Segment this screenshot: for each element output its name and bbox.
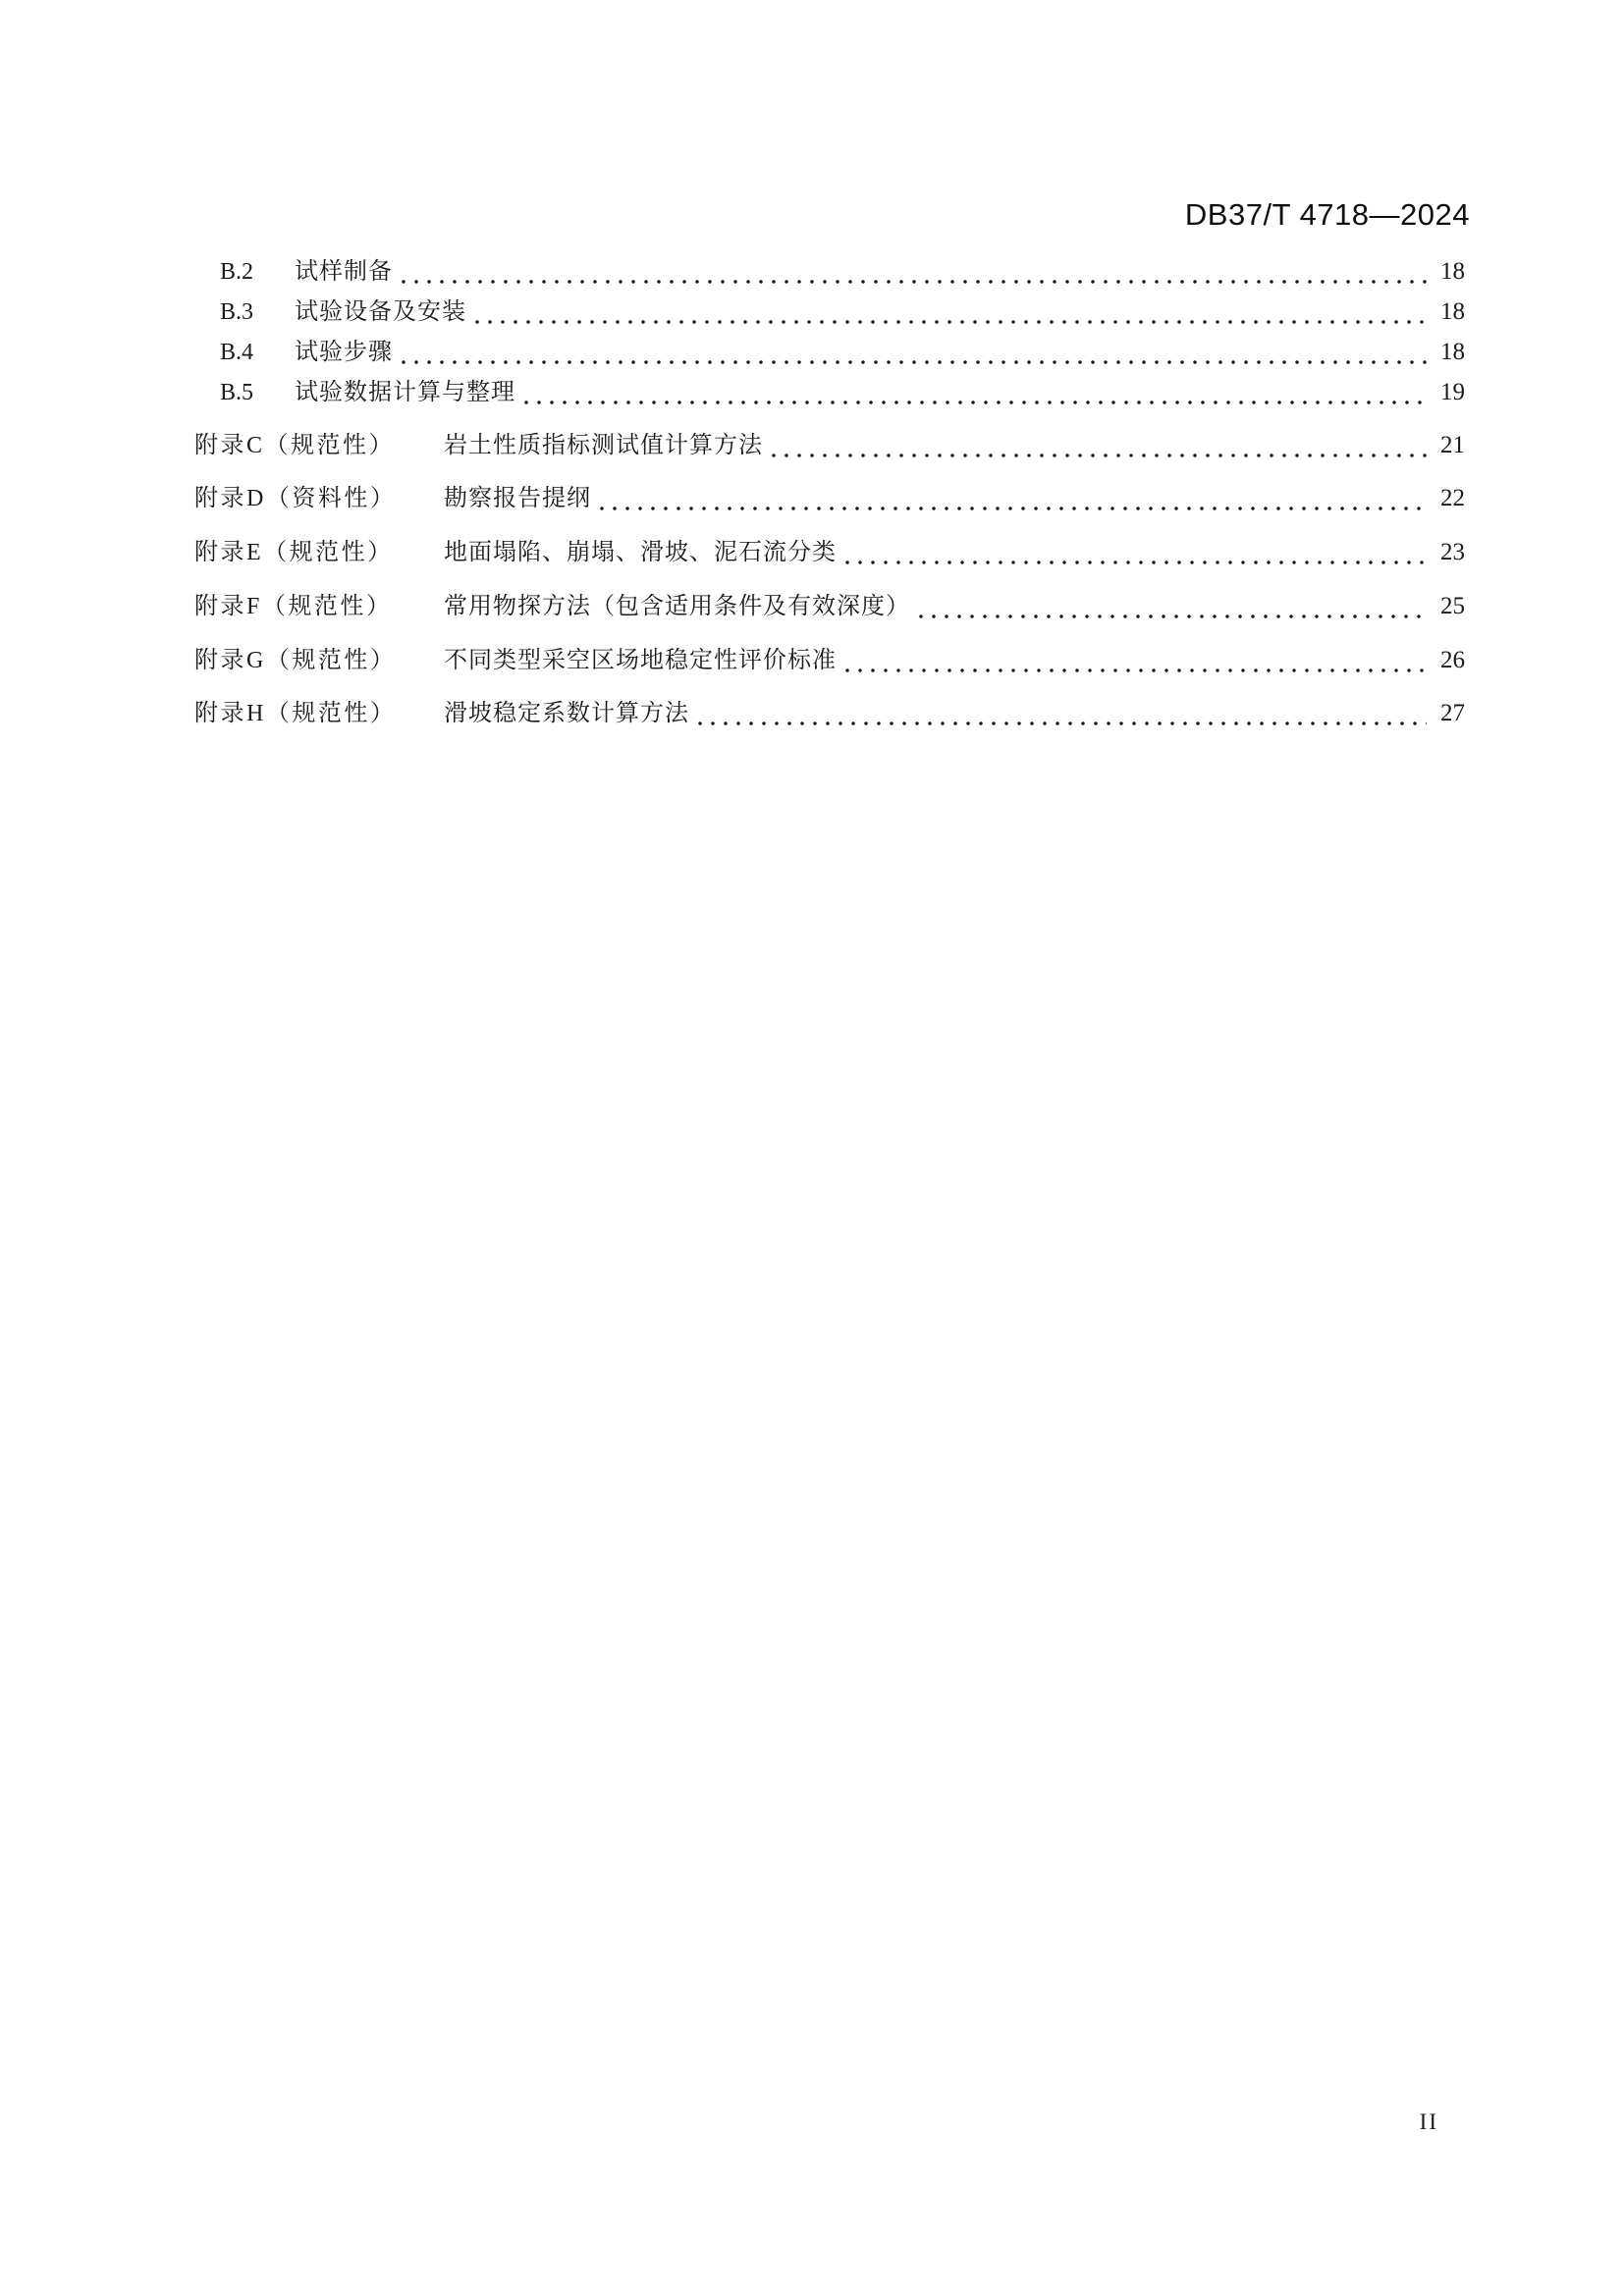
- toc-entry: [220, 336, 1465, 371]
- dot-leader: [515, 376, 1431, 411]
- dot-leader: [689, 697, 1431, 732]
- dot-leader: [393, 336, 1431, 371]
- toc-entry-title: 常用物探方法（包含适用条件及有效深度）: [444, 594, 910, 619]
- toc-entry: [220, 255, 1465, 291]
- toc-entry-title: 试样制备: [295, 259, 393, 285]
- toc-entry-label: 附录C（规范性）: [194, 433, 396, 458]
- toc-entry-page-number: 25: [1440, 593, 1465, 619]
- toc-entry: [194, 429, 1465, 464]
- toc-entry-label: 附录H（规范性）: [194, 701, 397, 726]
- toc-entry-title: 试验设备及安装: [295, 299, 466, 325]
- toc-entry: [220, 295, 1465, 331]
- dot-leader: [466, 295, 1431, 331]
- toc-entry-label: 附录E（规范性）: [194, 540, 394, 565]
- dot-leader: [763, 429, 1431, 464]
- toc-entry-label: B.5: [220, 380, 254, 405]
- toc-entry-page-number: 21: [1440, 432, 1465, 458]
- toc-entry-page-number: 22: [1440, 485, 1465, 511]
- toc-entry-title: 滑坡稳定系数计算方法: [444, 701, 689, 726]
- toc-entry: [194, 590, 1465, 625]
- toc-entry-page-number: 18: [1440, 339, 1465, 365]
- toc-entry-title: 不同类型采空区场地稳定性评价标准: [444, 648, 837, 673]
- toc-entry-label: 附录G（规范性）: [194, 648, 397, 673]
- toc-entry-page-number: 19: [1440, 379, 1465, 405]
- toc-entry: [194, 536, 1465, 571]
- toc-entry-label: B.4: [220, 340, 254, 365]
- toc-entry-page-number: 27: [1440, 700, 1465, 726]
- toc-entry-label: B.3: [220, 299, 254, 325]
- page-footer: [1420, 2109, 1438, 2135]
- toc-entry-page-number: 18: [1440, 298, 1465, 325]
- dot-leader: [591, 482, 1431, 517]
- standard-number: DB37/T 4718—2024: [1184, 197, 1470, 232]
- toc-entry-label: 附录D（资料性）: [194, 486, 397, 511]
- toc-entry-title: 试验步骤: [295, 340, 393, 365]
- page-number: II: [1419, 2109, 1438, 2134]
- dot-leader: [837, 536, 1431, 571]
- toc-entry-page-number: 23: [1440, 539, 1465, 565]
- toc-entry-title: 勘察报告提纲: [444, 486, 591, 511]
- dot-leader: [837, 644, 1431, 679]
- toc-entry-title: 岩土性质指标测试值计算方法: [444, 433, 763, 458]
- toc-entry: [194, 697, 1465, 732]
- dot-leader: [910, 590, 1431, 625]
- dot-leader: [393, 255, 1431, 291]
- toc-entry-page-number: 26: [1440, 647, 1465, 673]
- toc-entry-title: 地面塌陷、崩塌、滑坡、泥石流分类: [444, 540, 837, 565]
- toc-entry: [194, 482, 1465, 517]
- toc-entry: [220, 376, 1465, 411]
- toc-entry-label: B.2: [220, 259, 254, 285]
- toc-entry-title: 试验数据计算与整理: [295, 380, 515, 405]
- toc-entry: [194, 644, 1465, 679]
- toc-entry-label: 附录F（规范性）: [194, 594, 393, 619]
- toc-entry-page-number: 18: [1440, 258, 1465, 285]
